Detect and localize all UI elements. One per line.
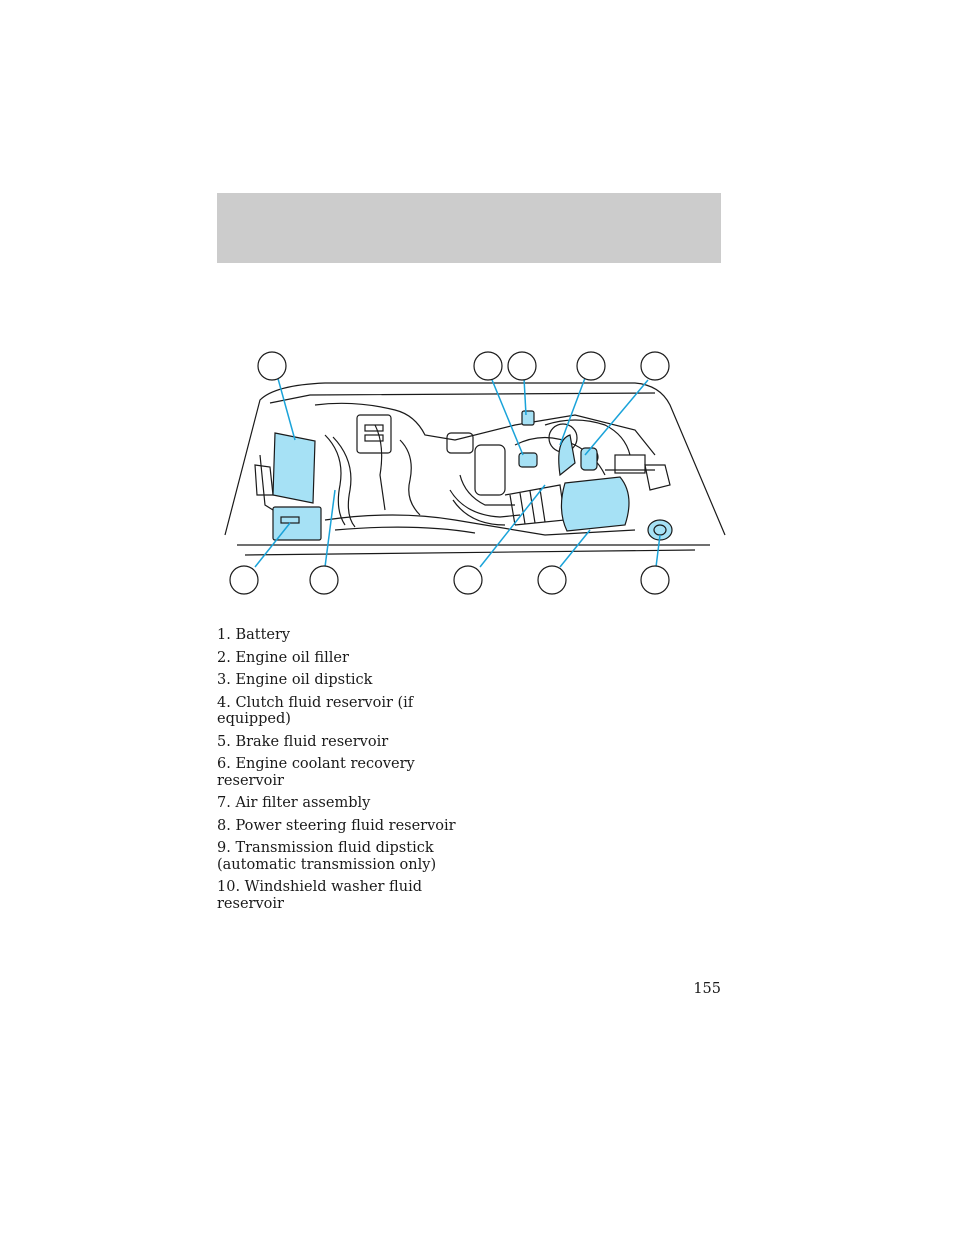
legend-item: 7. Air filter assembly — [217, 795, 371, 811]
legend-item: 9. Transmission fluid dipstick (automatic transmission only) — [217, 840, 437, 873]
callout-circle — [258, 352, 286, 380]
callout-circle — [454, 566, 482, 594]
callout-circle — [641, 352, 669, 380]
clutch-reservoir-highlight — [522, 411, 534, 425]
section-header-band — [217, 193, 721, 263]
air-filter-highlight — [561, 477, 629, 531]
page-number: 155 — [693, 981, 721, 997]
battery-highlight — [273, 433, 315, 503]
legend-item: 3. Engine oil dipstick — [217, 672, 373, 688]
oil-filler-highlight — [519, 453, 537, 467]
component-legend — [217, 627, 457, 918]
callout-circle — [641, 566, 669, 594]
callout-circle — [508, 352, 536, 380]
callout-circle — [310, 566, 338, 594]
legend-item: 2. Engine oil filler — [217, 649, 349, 666]
callout-circle — [577, 352, 605, 380]
callout-circle — [538, 566, 566, 594]
legend-item: 1. Battery — [217, 627, 291, 643]
legend-item: 10. Windshield washer fluid reservoir — [217, 879, 422, 912]
callout-circle — [230, 566, 258, 594]
legend-item: 4. Clutch fluid reservoir (if equipped) — [217, 694, 414, 727]
legend-item: 8. Power steering fluid reservoir — [217, 817, 456, 834]
legend-item: 6. Engine coolant recovery reservoir — [217, 756, 415, 789]
callout-circle — [474, 352, 502, 380]
highlighted-components — [273, 411, 672, 540]
legend-item: 5. Brake fluid reservoir — [217, 733, 389, 750]
engine-compartment-figure — [215, 345, 730, 600]
